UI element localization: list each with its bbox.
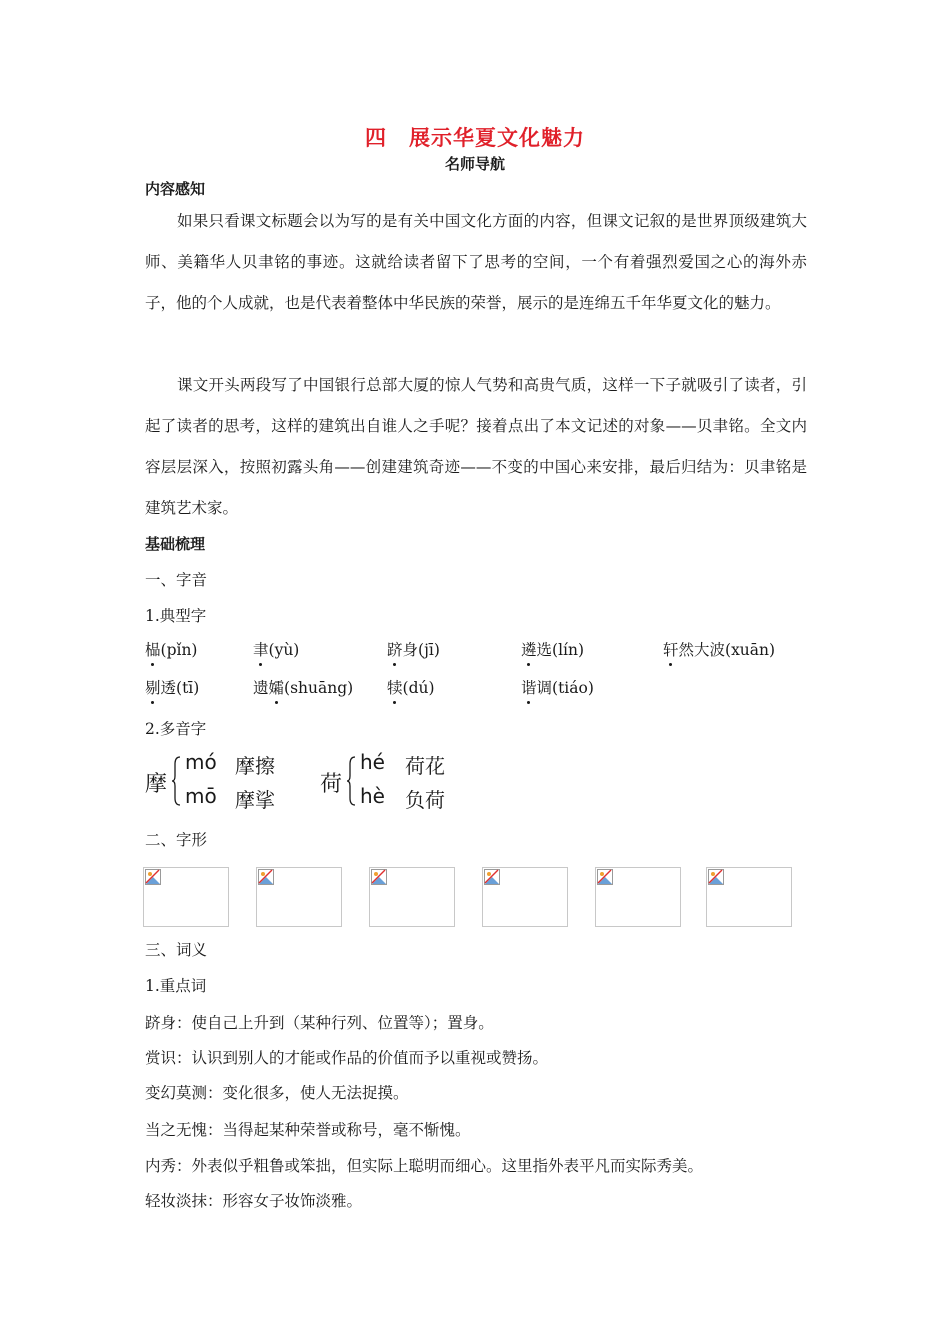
broken-image (369, 867, 455, 927)
part-title-pronunciation: 一、字音 (145, 571, 208, 589)
word-1: 荷花 (405, 754, 445, 778)
broken-image-icon (258, 869, 274, 885)
pinyin-1: hé (360, 750, 385, 774)
section-heading-content: 内容感知 (145, 180, 206, 198)
word-2: 摩挲 (235, 788, 275, 812)
paragraph-1: 如果只看课文标题会以为写的是有关中国文化方面的内容，但课文记叙的是世界顶级建筑大师、美籍华人贝聿铭的事迹。这就给读者留下了思考的空间，一个有着强烈爱国之心的海外赤子，他的个人成就，也是代表着整体中华民族的荣誉，展示的是连绵五千年华夏文化的魅力。 (145, 212, 807, 312)
char-item: 犊(dú) (387, 676, 435, 698)
page-subtitle: 名师导航 (444, 155, 505, 173)
definition-item: 轻妆淡抹：形容女子妆饰淡雅。 (145, 1192, 363, 1210)
typical-chars-row-1 (145, 638, 845, 660)
broken-image-icon (708, 869, 724, 885)
paragraph-2: 课文开头两段写了中国银行总部大厦的惊人气势和高贵气质，这样一下子就吸引了读者，引起了读者的思考，这样的建筑出自谁人之手呢？接着点出了本文记述的对象——贝聿铭。全文内容层层深入，按照初露头角——创建建筑奇迹——不变的中国心来安排，最后归结为：贝聿铭是建筑艺术家。 (145, 376, 807, 517)
definition-item: 变幻莫测：变化很多，使人无法捉摸。 (145, 1084, 409, 1102)
definition-item: 当之无愧：当得起某种荣誉或称号，毫不惭愧。 (145, 1121, 471, 1139)
word-2: 负荷 (405, 788, 445, 812)
definition-item: 内秀：外表似乎粗鲁或笨拙，但实际上聪明而细心。这里指外表平凡而实际秀美。 (145, 1157, 704, 1175)
definition-item: 赏识：认识到别人的才能或作品的价值而予以重视或赞扬。 (145, 1049, 549, 1067)
pinyin-1: mó (185, 750, 217, 774)
section-heading-basics: 基础梳理 (145, 535, 206, 553)
broken-image (256, 867, 342, 927)
brace-icon (171, 756, 181, 806)
char-item: 轩然大波(xuān) (663, 638, 775, 660)
typical-chars-row-2 (145, 676, 845, 698)
pinyin-2: mō (185, 784, 217, 808)
char-item: 遴选(lín) (521, 638, 584, 660)
char-item: 聿(yù) (253, 638, 299, 660)
word-1: 摩擦 (235, 754, 275, 778)
sub-title-polyphonic: 2.多音字 (145, 720, 207, 738)
part-title-meaning: 三、词义 (145, 941, 208, 959)
broken-image-icon (371, 869, 387, 885)
broken-image (595, 867, 681, 927)
char-item: 遗孀(shuāng) (253, 676, 353, 698)
char-item: 跻身(jī) (387, 638, 440, 660)
char-item: 剔透(tī) (145, 676, 199, 698)
polyphonic-group-1 (145, 750, 295, 812)
broken-image (482, 867, 568, 927)
polyphonic-char: 荷 (320, 772, 343, 797)
broken-image-icon (597, 869, 613, 885)
definition-item: 跻身：使自己上升到（某种行列、位置等）；置身。 (145, 1014, 494, 1032)
sub-title-typical: 1.典型字 (145, 607, 207, 625)
char-item: 榀(pǐn) (145, 638, 197, 660)
sub-title-key-words: 1.重点词 (145, 977, 207, 995)
broken-image-icon (484, 869, 500, 885)
glyph-image-row (143, 867, 823, 929)
broken-image (143, 867, 229, 927)
pinyin-2: hè (360, 784, 385, 808)
brace-icon (346, 756, 356, 806)
broken-image (706, 867, 792, 927)
polyphonic-group-2 (320, 750, 470, 812)
page-title: 四 展示华夏文化魅力 (365, 126, 585, 150)
polyphonic-char: 摩 (145, 772, 168, 797)
char-item: 谐调(tiáo) (521, 676, 594, 698)
part-title-glyph: 二、字形 (145, 831, 208, 849)
broken-image-icon (145, 869, 161, 885)
